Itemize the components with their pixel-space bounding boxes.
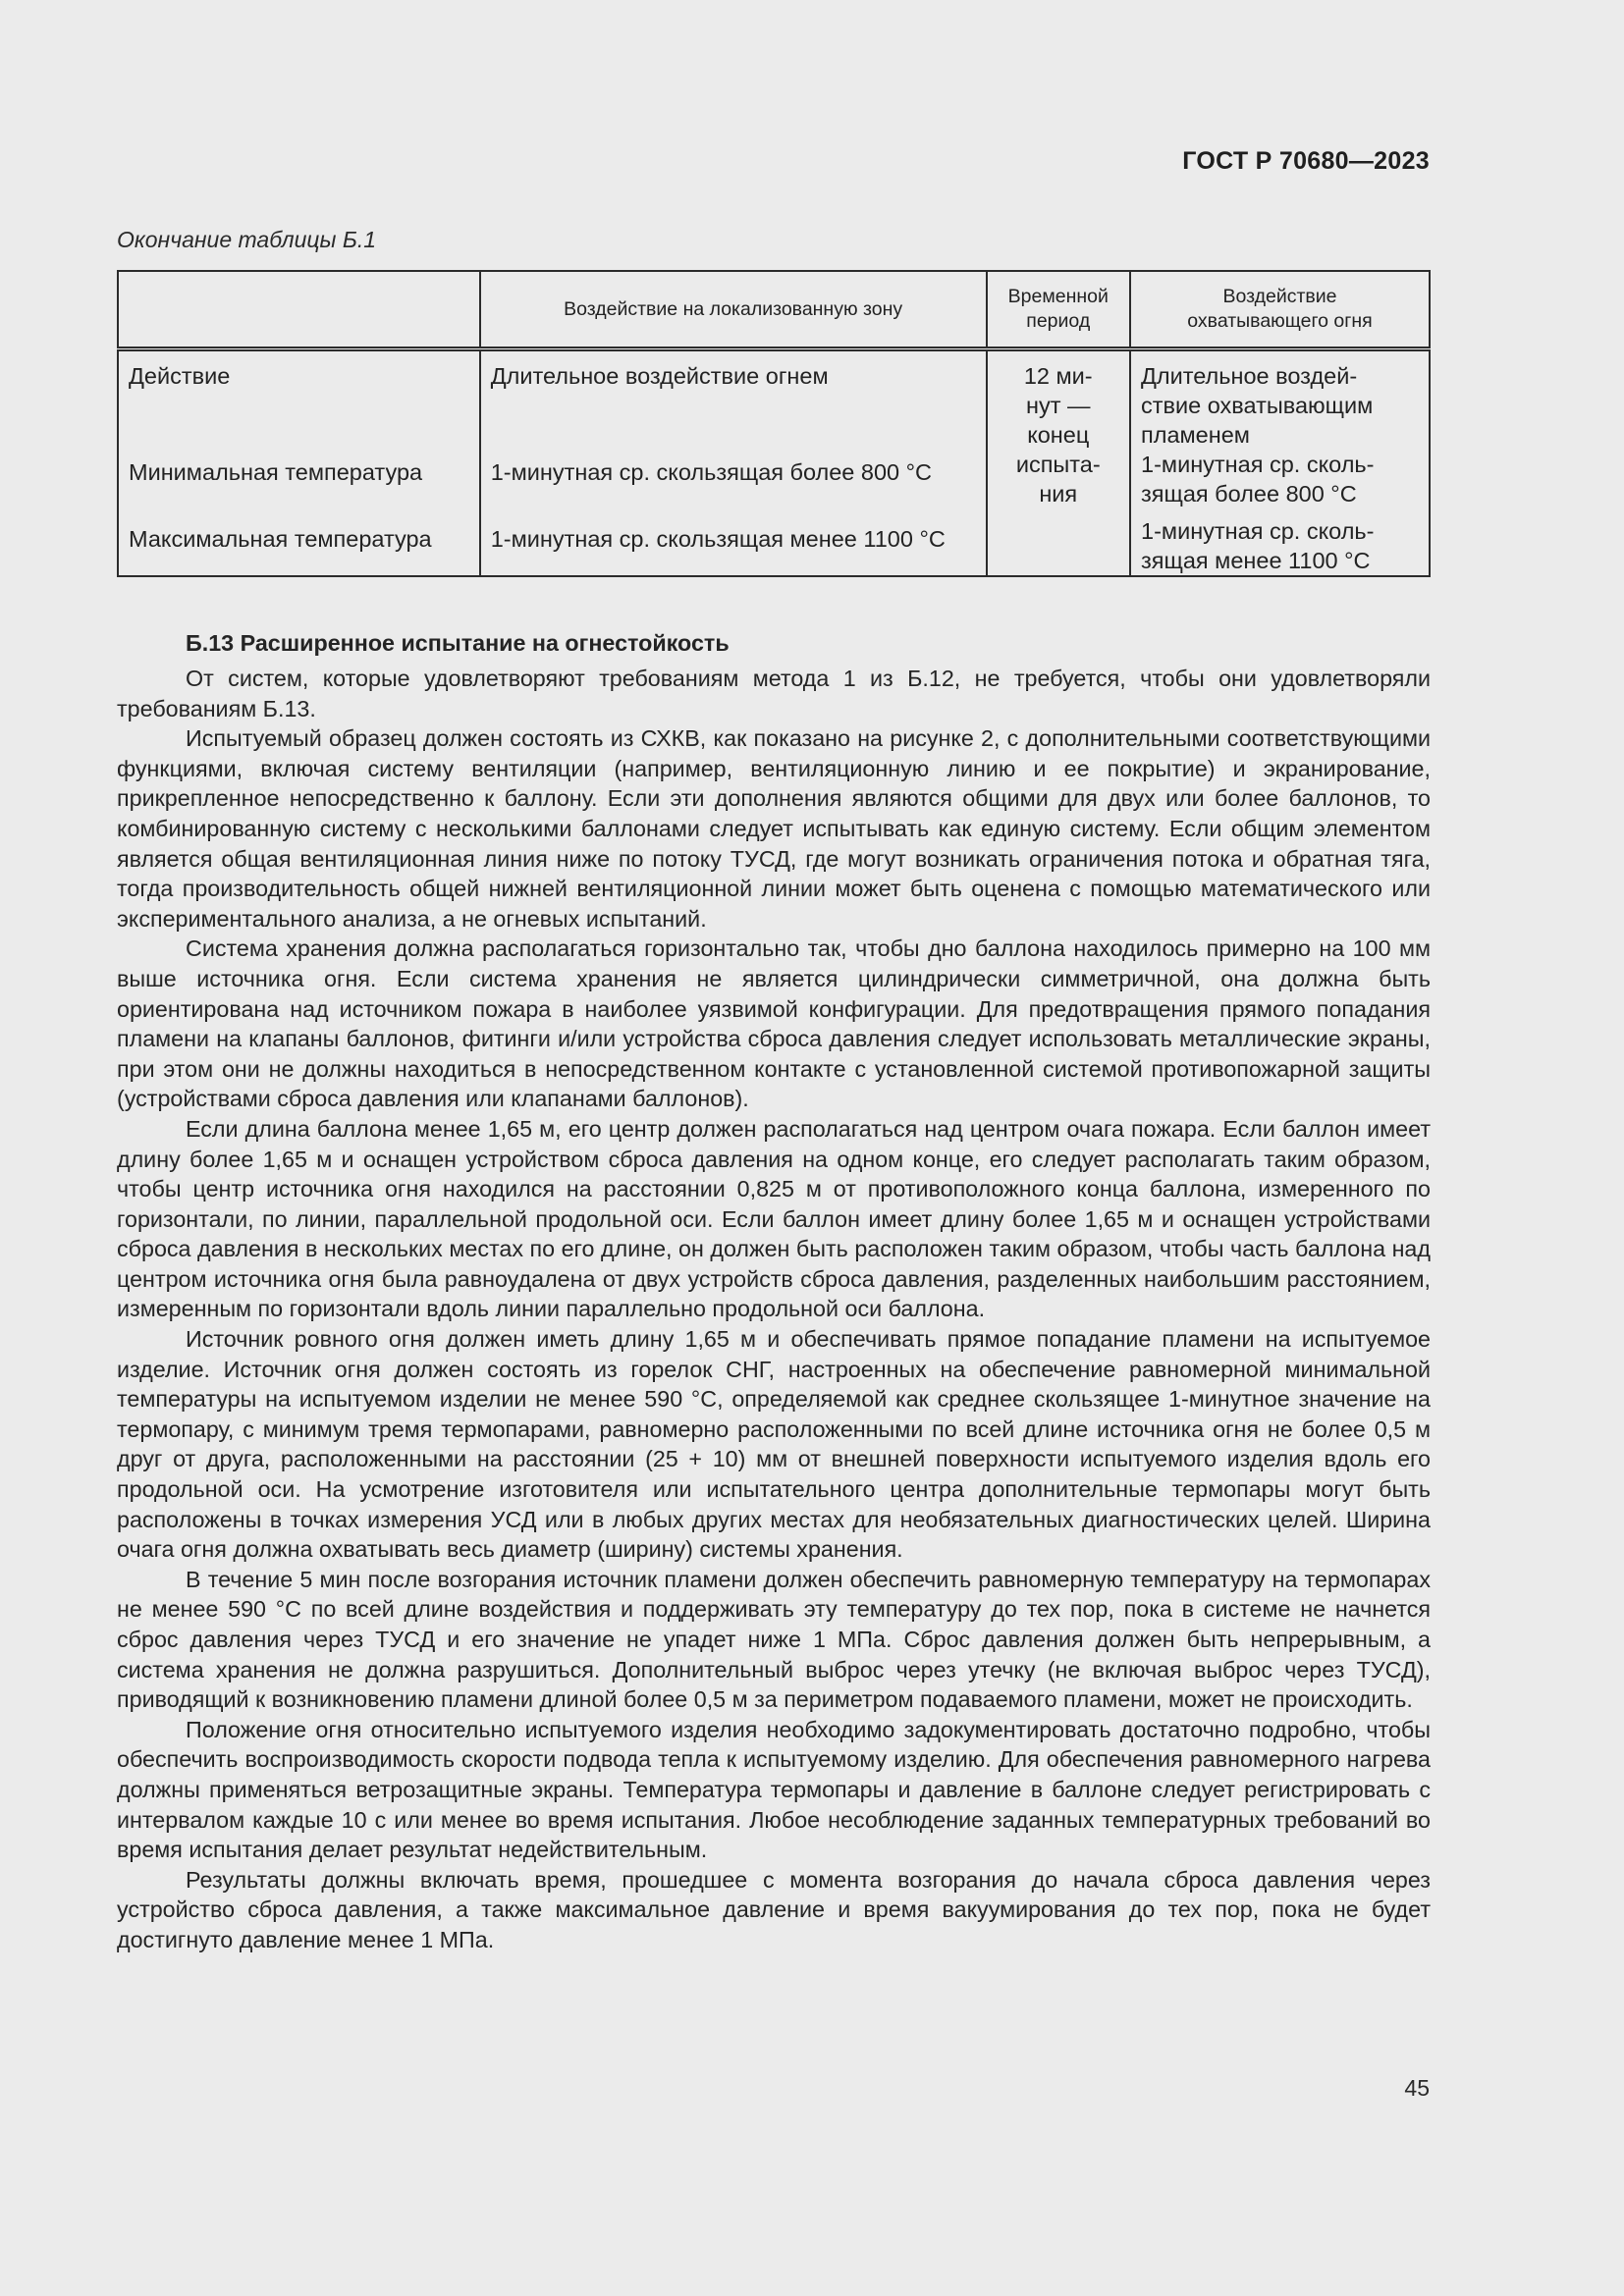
period-line: ния <box>1039 481 1078 507</box>
local-min-temp: 1-минутная ср. скользящая более 800 °С <box>490 459 933 485</box>
table-caption: Окончание таблицы Б.1 <box>117 227 377 252</box>
local-action: Длительное воздействие огнем <box>490 363 829 389</box>
document-id: ГОСТ Р 70680—2023 <box>1182 147 1430 175</box>
label-action: Действие <box>129 363 231 389</box>
engulf-line: Длительное воздей- <box>1141 363 1358 389</box>
header-line: период <box>1026 310 1091 332</box>
label-max-temp: Максимальная температура <box>129 526 432 552</box>
period-line: 12 ми- <box>1023 363 1093 389</box>
header-line: охватывающего огня <box>1187 310 1373 332</box>
table-b1 <box>117 270 1431 577</box>
row-labels-cell <box>118 349 480 577</box>
engulf-line: пламенем <box>1141 422 1250 448</box>
paragraph: Положение огня относительно испытуемого изделия необходимо задокументировать достаточно подробно, чтобы обеспечить воспроизводимость скорости подвода тепла к испытуемому изделию. Для обеспечения равномерного нагрева должны применяться ветрозащитные экраны. Температура термопары и давление в баллоне следует регистрировать с интервалом каждые 10 с или менее во время испытания. Любое несоблюдение заданных температурных требований во время испытания делает результат недействительным. <box>117 1716 1431 1863</box>
page-number: 45 <box>1404 2075 1430 2101</box>
label-min-temp: Минимальная температура <box>129 459 423 485</box>
engulf-line: ствие охватывающим <box>1141 393 1374 418</box>
header-line: Временной <box>1007 286 1109 307</box>
header-line: Воздействие <box>1222 286 1337 307</box>
local-zone-cell <box>480 349 987 577</box>
paragraph: Если длина баллона менее 1,65 м, его центр должен располагаться над центром очага пожара. Если баллон имеет длину более 1,65 м и оснащен устройством сброса давления на одном конце, его следует располагать таким образом, чтобы центр источника огня находился на расстоянии 0,825 м от противоположного конца баллона, измеренного по горизонтали, по линии, параллельной продольной оси. Если баллон имеет длину более 1,65 м и оснащен устройствами сброса давления в нескольких местах по его длине, он должен быть расположен таким образом, чтобы часть баллона над центром источника огня была равноудалена от двух устройств сброса давления, разделенных наибольшим расстоянием, измеренным по горизонтали вдоль линии параллельно продольной оси баллона. <box>117 1115 1431 1322</box>
period-line: испыта- <box>1015 452 1101 477</box>
engulfing-fire-cell <box>1130 349 1430 577</box>
header-cell-time-period <box>987 271 1131 349</box>
engulf-line: 1-минутная ср. сколь- <box>1141 452 1375 477</box>
section-body <box>117 628 1431 1955</box>
header-cell-empty <box>118 271 480 349</box>
engulf-line: зящая более 800 °С <box>1141 481 1357 507</box>
paragraph: Результаты должны включать время, прошедшее с момента возгорания до начала сброса давления через устройство сброса давления, а также максимальное давление и время вакуумирования до тех пор, пока не будет достигнуто давление менее 1 МПа. <box>117 1866 1431 1952</box>
engulf-line: 1-минутная ср. сколь- <box>1141 518 1375 544</box>
time-period-cell <box>987 349 1131 577</box>
header-cell-engulfing-fire <box>1130 271 1430 349</box>
paragraph: В течение 5 мин после возгорания источник пламени должен обеспечить равномерную температуру на термопарах не менее 590 °С по всей длине воздействия и поддерживать эту температуру до тех пор, пока в системе не начнется сброс давления через ТУСД и его значение не упадет ниже 1 МПа. Сброс давления должен быть непрерывным, а система хранения не должна разрушиться. Дополнительный выброс через утечку (не включая выброс через ТУСД), приводящий к возникновению пламени длиной более 0,5 м за периметром подаваемого пламени, может не происходить. <box>117 1566 1431 1713</box>
paragraph: От систем, которые удовлетворяют требованиям метода 1 из Б.12, не требуется, чтобы они удовлетворяли требованиям Б.13. <box>117 666 1431 721</box>
header-cell-local-zone: Воздействие на локализованную зону <box>480 271 987 349</box>
paragraph: Испытуемый образец должен состоять из СХКВ, как показано на рисунке 2, с дополнительными соответствующими функциями, включая систему вентиляции (например, вентиляционную линию и ее покрытие) и экранирование, прикрепленное непосредственно к баллону. Если эти дополнения являются общими для двух или более баллонов, то комбинированную систему с несколькими баллонами следует испытывать как единую систему. Если общим элементом является общая вентиляционная линия ниже по потоку ТУСД, где могут возникать ограничения потока и обратная тяга, тогда производительность общей нижней вентиляционной линии может быть оценена с помощью математического или экспериментального анализа, а не огневых испытаний. <box>117 725 1431 932</box>
period-line: нут — <box>1025 393 1091 418</box>
engulf-line: зящая менее 1100 °С <box>1141 548 1371 573</box>
period-line: конец <box>1027 422 1090 448</box>
local-max-temp: 1-минутная ср. скользящая менее 1100 °С <box>490 526 946 552</box>
paragraph: Источник ровного огня должен иметь длину 1,65 м и обеспечивать прямое попадание пламени на испытуемое изделие. Источник огня должен состоять из горелок СНГ, настроенных на обеспечение равномерной минимальной температуры на испытуемом изделии не менее 590 °С, определяемой как среднее скользящее 1-минутное значение на термопару, с минимум тремя термопарами, равномерно расположенными по всей длине источника огня не более 0,5 м друг от друга, расположенными на расстоянии (25 + 10) мм от внешней поверхности испытуемого изделия вдоль его продольной оси. На усмотрение изготовителя или испытательного центра дополнительные термопары могут быть расположены в точках измерения УСД или в любых других местах для необязательных диагностических целей. Ширина очага огня должна охватывать весь диаметр (ширину) системы хранения. <box>117 1326 1431 1563</box>
paragraph: Система хранения должна располагаться горизонтально так, чтобы дно баллона находилось примерно на 100 мм выше источника огня. Если система хранения не является цилиндрически симметричной, она должна быть ориентирована над источником пожара в наиболее уязвимой конфигурации. Для предотвращения прямого попадания пламени на клапаны баллонов, фитинги и/или устройства сброса давления следует использовать металлические экраны, при этом они не должны находиться в непосредственном контакте с установленной системой противопожарной защиты (устройствами сброса давления или клапанами баллонов). <box>117 935 1431 1112</box>
table-header-row <box>118 271 1430 349</box>
section-title: Б.13 Расширенное испытание на огнестойкость <box>186 630 730 656</box>
table-row <box>118 349 1430 577</box>
